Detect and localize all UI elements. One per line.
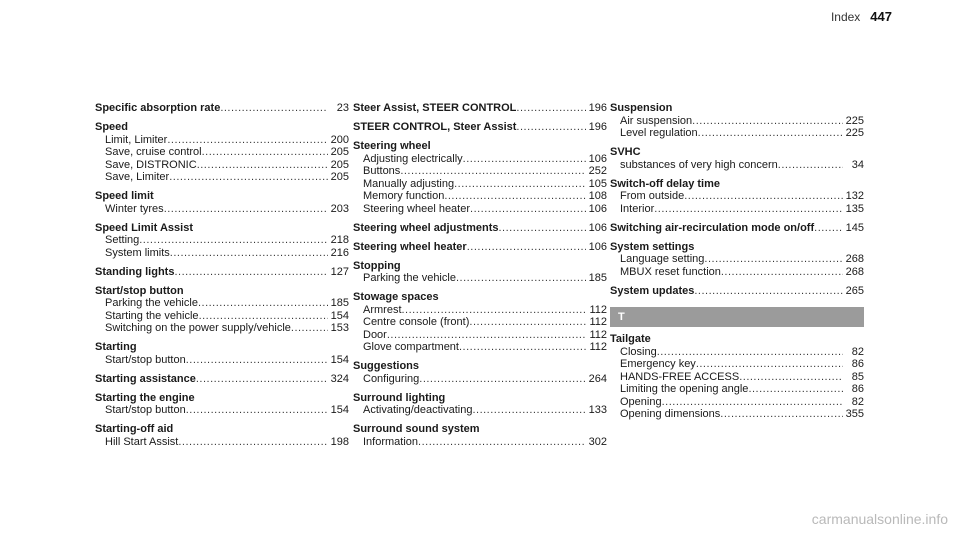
- entry-label: Language setting: [620, 253, 705, 265]
- page-ref: 112: [589, 328, 607, 341]
- index-entry: [353, 140, 607, 215]
- page-ref: 264: [588, 372, 607, 385]
- page-ref: 355: [845, 408, 864, 420]
- entry-label: Glove compartment: [363, 341, 459, 353]
- dot-leader: [169, 171, 327, 184]
- page-ref: 324: [330, 372, 349, 385]
- entry-label: Limiting the opening angle: [620, 383, 749, 395]
- entry-label: Parking the vehicle: [105, 297, 198, 309]
- entry-heading: Starting-off aid: [95, 423, 174, 435]
- page-ref: 252: [588, 165, 607, 177]
- index-entry: [353, 392, 607, 417]
- sub-entry: [95, 146, 349, 159]
- sub-entry: [610, 383, 864, 396]
- page-ref: 302: [588, 435, 607, 448]
- page-ref: 23: [336, 102, 349, 114]
- sub-entry: [610, 190, 864, 203]
- dot-leader: [197, 159, 328, 172]
- index-entry: [353, 102, 607, 115]
- page-ref: 112: [589, 341, 607, 353]
- entry-label: Opening dimensions: [620, 408, 721, 420]
- entry-label: Manually adjusting: [363, 177, 455, 190]
- dot-leader: [174, 266, 327, 279]
- entry-label: substances of very high concern: [620, 158, 778, 171]
- entry-label: Starting the vehicle: [105, 309, 199, 322]
- sub-entry: [95, 171, 349, 184]
- entry-heading: Speed: [95, 121, 129, 133]
- sub-entry: [353, 436, 607, 449]
- sub-entry: [95, 310, 349, 323]
- dot-leader: [696, 358, 843, 371]
- dot-leader: [662, 396, 843, 409]
- page-ref: 225: [845, 127, 864, 139]
- sub-entry: [353, 153, 607, 166]
- entry-label: Activating/deactivating: [363, 404, 473, 416]
- sub-entry: [610, 396, 864, 409]
- entry-heading: Steering wheel: [353, 140, 431, 152]
- entry-label: Start/stop button: [105, 353, 186, 366]
- entry-label: Winter tyres: [105, 202, 164, 215]
- entry-heading: Suggestions: [353, 360, 420, 372]
- sub-entry: [353, 404, 607, 417]
- sub-entry: [610, 408, 864, 421]
- dot-leader: [400, 165, 585, 178]
- dot-leader: [692, 115, 842, 128]
- dot-leader: [418, 436, 586, 449]
- dot-leader: [186, 354, 328, 367]
- entry-heading: SVHC: [610, 146, 641, 158]
- page-ref: 82: [851, 395, 864, 408]
- entry-heading: Starting: [95, 341, 137, 353]
- entry-heading: [95, 373, 349, 386]
- dot-leader: [291, 322, 328, 335]
- entry-label: HANDS-FREE ACCESS: [620, 370, 740, 383]
- watermark-text: carmanualsonline.info: [811, 511, 948, 527]
- dot-leader: [814, 222, 843, 235]
- entry-heading: Stowage spaces: [353, 291, 439, 303]
- dot-leader: [199, 310, 328, 323]
- page-ref: 106: [588, 202, 607, 215]
- page-ref: 225: [845, 114, 864, 127]
- dot-leader: [178, 436, 327, 449]
- dot-leader: [721, 266, 843, 279]
- index-entry: [610, 241, 864, 279]
- dot-leader: [463, 153, 586, 166]
- entry-label: Buttons: [363, 165, 401, 177]
- page-ref: 86: [851, 358, 864, 370]
- entry-heading: [610, 285, 864, 298]
- sub-entry: [610, 127, 864, 140]
- entry-label: Armrest: [363, 303, 402, 316]
- sub-entry: [610, 159, 864, 172]
- sub-entry: [95, 134, 349, 147]
- entry-label: Switching on the power supply/vehicle: [105, 322, 291, 334]
- sub-entry: [353, 304, 607, 317]
- dot-leader: [220, 102, 328, 115]
- dot-leader: [419, 373, 585, 386]
- sub-entry: [353, 165, 607, 178]
- page-ref: 205: [330, 158, 349, 171]
- page-ref: 132: [845, 190, 864, 202]
- sub-entry: [610, 266, 864, 279]
- index-entry: [95, 190, 349, 215]
- entry-label: Save, cruise control: [105, 146, 202, 158]
- page-ref: 106: [588, 240, 607, 253]
- dot-leader: [498, 222, 585, 235]
- entry-heading: Switch-off delay time: [610, 177, 721, 190]
- dot-leader: [470, 203, 586, 216]
- sub-entry: [95, 234, 349, 247]
- index-entry: [353, 222, 607, 235]
- page-ref: 196: [588, 102, 607, 114]
- entry-heading: [353, 222, 607, 235]
- page-ref: 200: [330, 133, 349, 146]
- page-ref: 154: [330, 404, 349, 416]
- sub-entry: [610, 203, 864, 216]
- page-ref: 268: [845, 265, 864, 278]
- entry-heading: System settings: [610, 240, 695, 253]
- page-ref: 185: [588, 272, 607, 284]
- dot-leader: [186, 404, 328, 417]
- index-entry: [353, 291, 607, 354]
- index-entry: [353, 423, 607, 448]
- index-entry: [353, 121, 607, 134]
- dot-leader: [467, 241, 586, 254]
- page-ref: 216: [330, 246, 349, 259]
- page-ref: 196: [588, 121, 607, 133]
- dot-leader: [694, 285, 842, 298]
- entry-label: Switching air-recirculation mode on/off: [610, 221, 815, 234]
- dot-leader: [456, 272, 586, 285]
- dot-leader: [654, 203, 842, 216]
- index-entry: [610, 222, 864, 235]
- index-entry: [610, 178, 864, 216]
- index-entry: [353, 360, 607, 385]
- index-entry: [95, 392, 349, 417]
- entry-label: From outside: [620, 190, 685, 202]
- entry-heading: [353, 241, 607, 254]
- dot-leader: [657, 346, 843, 359]
- entry-label: Setting: [105, 234, 140, 246]
- entry-heading: Start/stop button: [95, 284, 184, 297]
- page-ref: 203: [330, 202, 349, 215]
- page-ref: 106: [588, 152, 607, 165]
- entry-label: Opening: [620, 395, 662, 408]
- dot-leader: [196, 373, 328, 386]
- entry-heading: Speed Limit Assist: [95, 221, 194, 234]
- sub-entry: [95, 404, 349, 417]
- entry-label: Start/stop button: [105, 404, 186, 416]
- index-entry: [610, 146, 864, 171]
- entry-heading: [95, 102, 349, 115]
- dot-leader: [516, 102, 585, 115]
- dot-leader: [778, 159, 843, 172]
- page-ref: 112: [589, 303, 607, 316]
- index-entry: [610, 102, 864, 140]
- entry-label: Standing lights: [95, 265, 175, 278]
- dot-leader: [198, 297, 328, 310]
- entry-heading: [353, 102, 607, 115]
- index-column-1: [95, 102, 349, 448]
- entry-heading: Starting the engine: [95, 391, 195, 404]
- entry-heading: Surround sound system: [353, 423, 480, 435]
- index-entry: [95, 102, 349, 115]
- page-ref: 106: [588, 221, 607, 234]
- entry-heading: Speed limit: [95, 190, 154, 202]
- page-ref: 154: [330, 309, 349, 322]
- entry-label: Hill Start Assist: [105, 435, 179, 448]
- sub-entry: [95, 436, 349, 449]
- dot-leader: [720, 408, 842, 421]
- page-ref: 265: [845, 284, 864, 297]
- page-ref: 82: [851, 345, 864, 358]
- entry-label: Centre console (front): [363, 316, 470, 328]
- entry-label: Interior: [620, 202, 655, 215]
- index-entry: [95, 285, 349, 335]
- entry-label: Emergency key: [620, 358, 696, 370]
- dot-leader: [202, 146, 328, 159]
- index-entry: [610, 333, 864, 421]
- sub-entry: [353, 190, 607, 203]
- entry-label: System updates: [610, 284, 695, 297]
- entry-label: Steering wheel heater: [353, 240, 467, 253]
- entry-label: Steering wheel adjustments: [353, 221, 499, 234]
- dot-leader: [459, 341, 586, 354]
- entry-label: Closing: [620, 345, 657, 358]
- dot-leader: [698, 127, 843, 140]
- page-ref: 112: [589, 316, 607, 328]
- entry-label: Configuring: [363, 372, 420, 385]
- page-ref: 127: [330, 265, 349, 278]
- entry-label: Door: [363, 328, 387, 341]
- index-entry: [95, 341, 349, 366]
- dot-leader: [748, 383, 843, 396]
- index-column-3: [610, 102, 864, 421]
- entry-label: Adjusting electrically: [363, 152, 463, 165]
- sub-entry: [610, 346, 864, 359]
- sub-entry: [95, 247, 349, 260]
- dot-leader: [704, 253, 842, 266]
- sub-entry: [95, 203, 349, 216]
- section-letter-bar: T: [610, 307, 864, 327]
- sub-entry: [610, 115, 864, 128]
- entry-label: Save, Limiter: [105, 171, 170, 183]
- sub-entry: [353, 178, 607, 191]
- entry-label: Air suspension: [620, 114, 693, 127]
- entry-label: Limit, Limiter: [105, 133, 168, 146]
- dot-leader: [516, 121, 585, 134]
- dot-leader: [167, 134, 327, 147]
- index-entry: [353, 260, 607, 285]
- page-ref: 86: [851, 383, 864, 395]
- entry-label: MBUX reset function: [620, 265, 721, 278]
- dot-leader: [387, 329, 586, 342]
- page-ref: 268: [845, 253, 864, 265]
- entry-heading: Suspension: [610, 102, 673, 114]
- entry-label: Specific absorption rate: [95, 102, 221, 114]
- entry-label: STEER CONTROL, Steer Assist: [353, 121, 517, 133]
- page-ref: 108: [588, 190, 607, 202]
- section-label: Index: [830, 10, 861, 24]
- entry-label: Save, DISTRONIC: [105, 158, 197, 171]
- sub-entry: [610, 371, 864, 384]
- dot-leader: [469, 316, 586, 329]
- entry-label: Level regulation: [620, 127, 698, 139]
- index-entry: [95, 423, 349, 448]
- dot-leader: [170, 247, 328, 260]
- index-entry: [95, 373, 349, 386]
- page-ref: 34: [851, 158, 864, 171]
- dot-leader: [739, 371, 843, 384]
- dot-leader: [472, 404, 585, 417]
- dot-leader: [164, 203, 328, 216]
- dot-leader: [684, 190, 842, 203]
- page-header: [831, 9, 892, 24]
- entry-label: Parking the vehicle: [363, 272, 456, 284]
- page-ref: 145: [845, 221, 864, 234]
- page-ref: 153: [330, 322, 349, 334]
- index-entry: [95, 222, 349, 260]
- dot-leader: [454, 178, 586, 191]
- page-ref: 135: [845, 202, 864, 215]
- sub-entry: [353, 329, 607, 342]
- page-ref: 185: [330, 297, 349, 309]
- dot-leader: [402, 304, 587, 317]
- entry-label: System limits: [105, 246, 170, 259]
- sub-entry: [95, 322, 349, 335]
- sub-entry: [353, 341, 607, 354]
- page-ref: 105: [588, 177, 607, 190]
- dot-leader: [139, 234, 327, 247]
- sub-entry: [353, 272, 607, 285]
- sub-entry: [95, 159, 349, 172]
- page-ref: 85: [851, 370, 864, 383]
- sub-entry: [610, 253, 864, 266]
- page-ref: 218: [330, 234, 349, 246]
- entry-heading: Tailgate: [610, 333, 651, 345]
- index-entry: [353, 241, 607, 254]
- sub-entry: [353, 316, 607, 329]
- entry-label: Steer Assist, STEER CONTROL: [353, 102, 517, 114]
- page-ref: 133: [588, 404, 607, 416]
- page-ref: 205: [330, 171, 349, 183]
- sub-entry: [353, 373, 607, 386]
- entry-label: Steering wheel heater: [363, 202, 471, 215]
- sub-entry: [95, 297, 349, 310]
- index-column-2: [353, 102, 607, 448]
- entry-heading: Stopping: [353, 259, 401, 272]
- sub-entry: [610, 358, 864, 371]
- entry-label: Information: [363, 435, 419, 448]
- dot-leader: [444, 190, 585, 203]
- entry-label: Memory function: [363, 190, 445, 202]
- entry-heading: [95, 266, 349, 279]
- page-ref: 154: [330, 353, 349, 366]
- entry-label: Starting assistance: [95, 372, 196, 385]
- entry-heading: [353, 121, 607, 134]
- index-entry: [95, 121, 349, 184]
- sub-entry: [353, 203, 607, 216]
- entry-heading: [610, 222, 864, 235]
- entry-heading: Surround lighting: [353, 391, 446, 404]
- page-number: 447: [870, 9, 892, 24]
- page-ref: 198: [330, 435, 349, 448]
- index-entry: [95, 266, 349, 279]
- index-entry: [610, 285, 864, 298]
- sub-entry: [95, 354, 349, 367]
- page-ref: 205: [330, 146, 349, 158]
